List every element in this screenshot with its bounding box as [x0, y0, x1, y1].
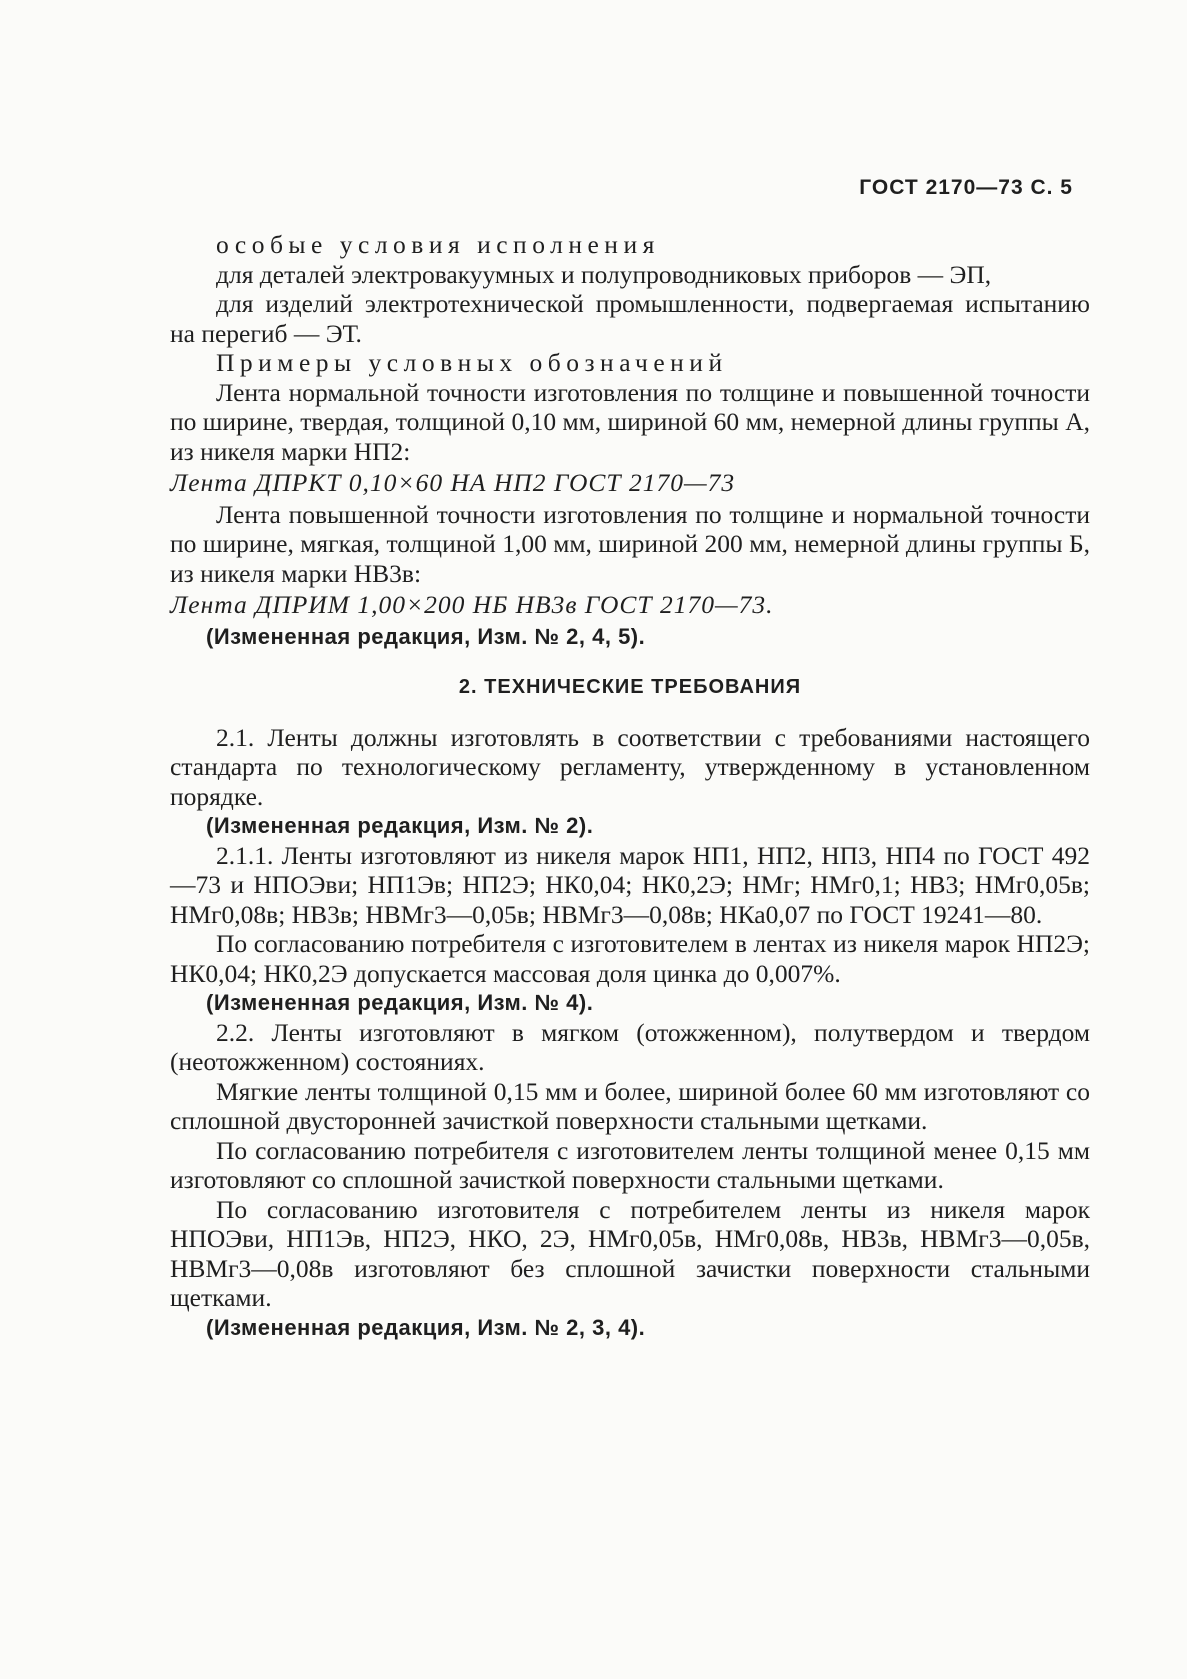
paragraph-et: для изделий электротехнической промышленности, подвергаемая испытанию на перегиб — ЭТ. — [170, 289, 1090, 348]
subsection-title-special-conditions: особые условия исполнения — [216, 230, 660, 259]
example-1-designation: Лента ДПРКТ 0,10×60 НА НП2 ГОСТ 2170—73 — [170, 468, 736, 497]
page-header: ГОСТ 2170—73 С. 5 — [859, 176, 1073, 199]
paragraph-2-1: 2.1. Ленты должны изготовлять в соответствии с требованиями настоящего стандарта по технологическому регламенту, утвержденному в установленном порядке. — [170, 722, 1090, 811]
example-2-text: Лента повышенной точности изготовления по толщине и нормальной точности по ширине, мягкая, толщиной 1,00 мм, шириной 200 мм, немерной длины группы Б, из никеля марки НВ3в: — [170, 499, 1090, 588]
paragraph-2-2: 2.2. Ленты изготовляют в мягком (отожженном), полутвердом и твердом (неотожженном) состояниях. — [170, 1017, 1090, 1076]
paragraph-2-2-agreement-1: По согласованию потребителя с изготовителем ленты толщиной менее 0,15 мм изготовляют со сплошной зачисткой поверхности стальными щетками. — [170, 1135, 1090, 1194]
example-1-text: Лента нормальной точности изготовления по толщине и повышенной точности по ширине, твердая, толщиной 0,10 мм, шириной 60 мм, немерной длины группы А, из никеля марки НП2: — [170, 377, 1090, 466]
section-title-technical-requirements: 2. ТЕХНИЧЕСКИЕ ТРЕБОВАНИЯ — [458, 676, 802, 698]
subsection-title-examples: Примеры условных обозначений — [216, 348, 728, 377]
paragraph-2-1-1-zinc: По согласованию потребителя с изготовителем в лентах из никеля марок НП2Э; НК0,04; НК0,2Э допускается массовая доля цинка до 0,007%. — [170, 929, 1090, 988]
paragraph-2-2-soft: Мягкие ленты толщиной 0,15 мм и более, шириной более 60 мм изготовляют со сплошной двусторонней зачисткой поверхности стальными щетками. — [170, 1076, 1090, 1135]
paragraph-2-2-agreement-2: По согласованию изготовителя с потребителем ленты из никеля марок НПОЭви, НП1Эв, НП2Э, НКО, 2Э, НМг0,05в, НМг0,08в, НВ3в, НВМг3—0,05в, НВМг3—0,08в изготовляют без сплошной зачистки поверхности стальными щетками. — [170, 1194, 1090, 1312]
amendment-note-2-1: (Измененная редакция, Изм. № 2). — [206, 813, 594, 838]
amendment-note-examples: (Измененная редакция, Изм. № 2, 4, 5). — [206, 623, 646, 649]
amendment-note-2-1-1: (Измененная редакция, Изм. № 4). — [206, 990, 594, 1015]
document-body — [170, 230, 1090, 1342]
example-2-designation: Лента ДПРИМ 1,00×200 НБ НВ3в ГОСТ 2170—73. — [170, 590, 774, 619]
paragraph-ep: для деталей электровакуумных и полупроводниковых приборов — ЭП, — [216, 259, 992, 289]
paragraph-2-1-1: 2.1.1. Ленты изготовляют из никеля марок НП1, НП2, НП3, НП4 по ГОСТ 492—73 и НПОЭви; НП1Эв; НП2Э; НК0,04; НК0,2Э; НМг; НМг0,1; НВ3; НМг0,05в; НМг0,08в; НВ3в; НВМг3—0,05в; НВМг3—0,08в; НКа0,07 по ГОСТ 19241—80. — [170, 840, 1090, 929]
amendment-note-2-2: (Измененная редакция, Изм. № 2, 3, 4). — [206, 1314, 646, 1340]
